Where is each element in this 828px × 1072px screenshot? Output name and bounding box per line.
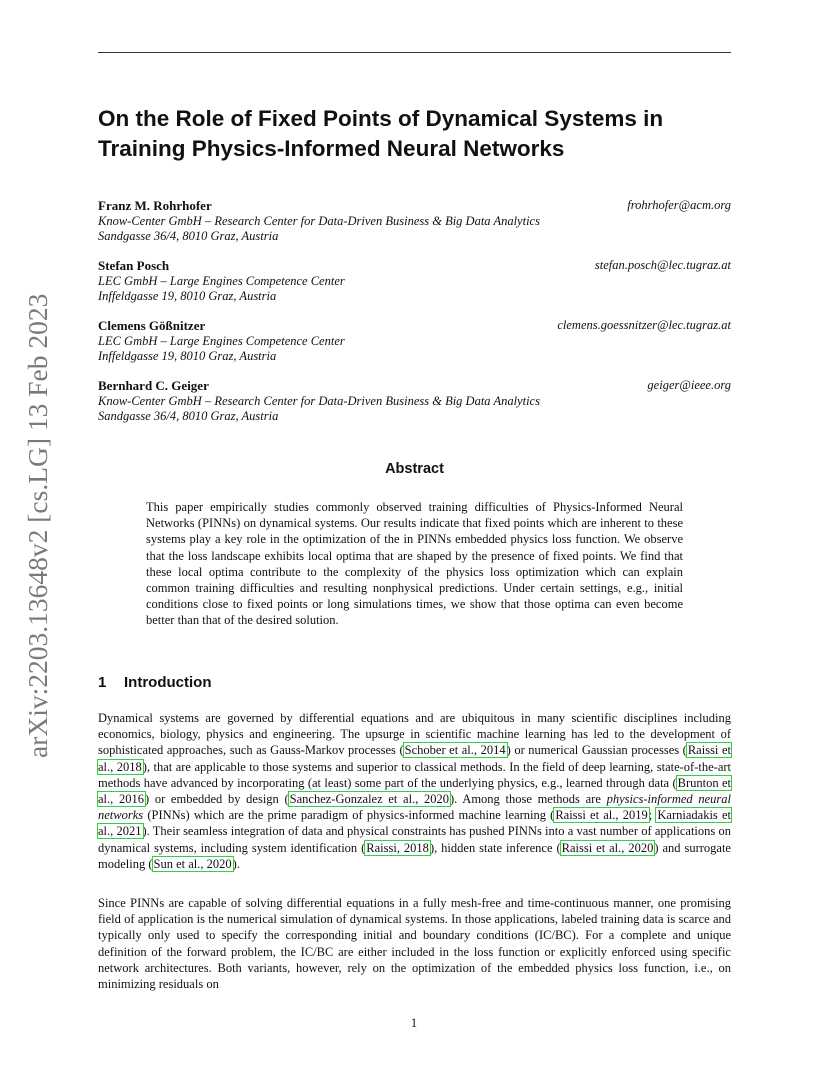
author-name: Stefan Posch: [98, 258, 170, 273]
author-block: [98, 198, 731, 245]
author-name: Clemens Gößnitzer: [98, 318, 206, 333]
text-run: ) or embedded by design (: [144, 792, 289, 807]
text-run: (PINNs) which are the prime paradigm of physics-informed machine learning (: [143, 808, 555, 823]
author-address: Sandgasse 36/4, 8010 Graz, Austria: [98, 229, 279, 243]
citation-link[interactable]: Brunton et al., 2016: [98, 775, 731, 807]
header-rule: [98, 52, 731, 53]
emphasis-text: physics-informed neural networks: [98, 792, 731, 823]
citation-link[interactable]: Raissi, 2018: [366, 840, 429, 855]
author-block: [98, 318, 731, 365]
text-run: ;: [648, 808, 657, 823]
intro-paragraph-2: Since PINNs are capable of solving differential equations in a fully mesh-free and time-continuous manner, one promising field of application is the numerical simulation of dynamical systems. In those applications, labeled training data is scarce and typically only used to specify the corresponding initial and boundary conditions (IC/BC). For a complete and unique definition of the forward problem, the IC/BC are either included in the loss function or explicitly enforced using specific network architectures. Both variants, however, rely on the optimization of the embedded physics loss function, i.e., on minimizing residuals on: [98, 896, 731, 992]
citation-link[interactable]: Raissi et al., 2018: [98, 743, 731, 774]
citation-link[interactable]: Raissi et al., 2020: [561, 840, 654, 855]
author-email[interactable]: stefan.posch@lec.tugraz.at: [594, 258, 731, 272]
citation-link[interactable]: Sanchez-Gonzalez et al., 2020: [289, 792, 450, 807]
citation-link[interactable]: Schober et al., 2014: [404, 743, 506, 758]
author-name: Bernhard C. Geiger: [98, 378, 209, 393]
text-run: ) or numerical Gaussian processes (: [506, 743, 687, 758]
author-block: [98, 378, 731, 425]
intro-paragraph-1: [98, 710, 731, 872]
text-run: ) and surrogate modeling (: [98, 840, 731, 871]
author-name: Franz M. Rohrhofer: [98, 198, 212, 213]
author-email[interactable]: clemens.goessnitzer@lec.tugraz.at: [557, 318, 731, 332]
citation-link[interactable]: Sun et al., 2020: [153, 856, 232, 871]
text-run: ), that are applicable to those systems and superior to classical methods. In the field of deep learning, state-of-the-art methods have advanced by incorporating (at least) some part of the underlying physics, e.g., learned through data (: [98, 759, 732, 790]
author-affiliation: Know-Center GmbH – Research Center for Data-Driven Business & Big Data Analytics: [98, 393, 540, 408]
section-heading: [98, 674, 211, 691]
text-run: Dynamical systems are governed by differential equations and are ubiquitous in many scientific disciplines including economics, biology, physics and engineering. The upsurge in scientific machine learning has led to the development of sophisticated approaches, such as Gauss-Markov processes (: [98, 711, 731, 758]
text-run: ), hidden state inference (: [429, 840, 561, 855]
section-title: Introduction: [124, 674, 212, 691]
author-affiliation: LEC GmbH – Large Engines Competence Center: [98, 273, 345, 288]
author-address: Inffeldgasse 19, 8010 Graz, Austria: [98, 289, 277, 303]
page-number: 1: [410, 1016, 418, 1030]
author-block: [98, 258, 731, 305]
author-email[interactable]: geiger@ieee.org: [647, 378, 731, 392]
citation-link[interactable]: Karniadakis et al., 2021: [98, 808, 731, 839]
author-affiliation: Know-Center GmbH – Research Center for Data-Driven Business & Big Data Analytics: [98, 213, 540, 228]
author-email[interactable]: frohrhofer@acm.org: [627, 198, 731, 212]
abstract-text: This paper empirically studies commonly observed training difficulties of Physics-Informed Neural Networks (PINNs) on dynamical systems. Our results indicate that fixed points which are inherent to these systems play a key role in the optimization of the in PINNs embedded physics loss function. We observe that the loss landscape exhibits local optima that are shaped by the presence of fixed points. We find that these local optima contribute to the complexity of the physics loss optimization which can explain common training difficulties and resulting nonphysical predictions. Under certain settings, e.g., initial conditions close to fixed points or long simulations times, we show that those optima can even become better than that of the desired solution.: [146, 500, 683, 628]
citation-link[interactable]: Raissi et al., 2019: [555, 808, 648, 823]
paper-title: On the Role of Fixed Points of Dynamical Systems in Training Physics-Informed Neural Networks: [98, 106, 664, 161]
text-run: ). Among those methods are: [450, 792, 607, 807]
arxiv-identifier: arXiv:2203.13648v2 [cs.LG] 13 Feb 2023: [22, 293, 53, 758]
text-run: ). Their seamless integration of data and physical constraints has pushed PINNs into a vast number of applications on dynamical systems, including system identification (: [98, 824, 731, 855]
author-affiliation: LEC GmbH – Large Engines Competence Center: [98, 333, 345, 348]
section-number: 1: [98, 674, 107, 691]
abstract-heading: Abstract: [385, 461, 444, 477]
author-address: Sandgasse 36/4, 8010 Graz, Austria: [98, 409, 279, 423]
text-run: ).: [232, 856, 240, 871]
author-address: Inffeldgasse 19, 8010 Graz, Austria: [98, 349, 277, 363]
